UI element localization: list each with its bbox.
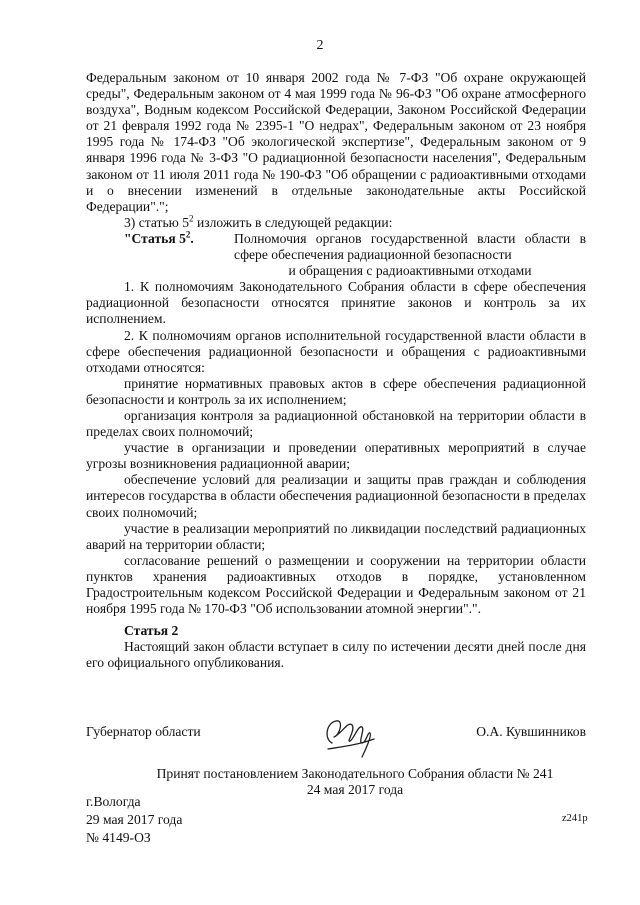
- list-item: участие в реализации мероприятий по ликвидации последствий радиационных аварий на территории области;: [86, 520, 586, 552]
- footer-law-number: № 4149-ОЗ: [86, 830, 151, 845]
- article-label-dot: .: [190, 230, 194, 246]
- article-title-line-2: и обращения с радиоактивными отходами: [288, 263, 532, 279]
- list-item: организация контроля за радиационной обстановкой на территории области в пределах своих полномочий;: [86, 407, 586, 440]
- list-item: принятие нормативных правовых актов в сфере обеспечения радиационной безопасности и контроль за их исполнением;: [86, 375, 586, 407]
- adoption-note: [130, 766, 580, 798]
- article-title: [234, 231, 586, 279]
- document-code: z241р: [562, 813, 588, 824]
- governor-title: Губернатор области: [86, 724, 201, 739]
- page-number: 2: [316, 38, 324, 53]
- handwritten-signature: [318, 713, 380, 761]
- article-2-text: Настоящий закон области вступает в силу по истечении десяти дней после дня его официального опубликования.: [86, 639, 586, 671]
- list-item: участие в организации и проведении оперативных мероприятий в случае угрозы возникновения радиационной аварии;: [86, 440, 586, 472]
- footer-block: [86, 793, 182, 847]
- document-body: [86, 70, 586, 671]
- article-2-heading: Статья 2: [124, 623, 179, 639]
- article-label-superscript: 2: [185, 229, 191, 240]
- governor-name: О.А. Кувшинников: [476, 724, 586, 739]
- item-3-text: 3) статью 5: [124, 214, 190, 230]
- item-3-text-end: изложить в следующей редакции:: [193, 214, 393, 230]
- footer-city: г.Вологда: [86, 794, 141, 809]
- list-item: согласование решений о размещении и сооружении на территории области пунктов хранения радиоактивных отходов в порядке, установленном Градостроительным кодексом Российской Федерации и Федеральным законом от 21 ноября 1995 года № 170-ФЗ "Об использовании атомной энергии".".: [86, 552, 586, 617]
- powers-list: [86, 376, 586, 617]
- paragraph-1: 1. К полномочиям Законодательного Собрания области в сфере обеспечения радиационной безопасности относятся принятие законов и контроль за их исполнением.: [86, 279, 586, 327]
- adoption-date: 24 мая 2017 года: [306, 782, 404, 797]
- article-5-2-heading: [86, 231, 586, 279]
- item-3-superscript: 2: [189, 213, 194, 224]
- adoption-line-1: Принят постановлением Законодательного Собрания области № 241: [156, 766, 554, 781]
- list-item: обеспечение условий для реализации и защиты прав граждан и соблюдения интересов государства в области обеспечения радиационной безопасности в пределах своих полномочий;: [86, 472, 586, 520]
- footer-date: 29 мая 2017 года: [86, 812, 183, 827]
- item-3: [86, 215, 586, 231]
- article-title-line-1: Полномочия органов государственной власти области в сфере обеспечения радиационной безопасности: [234, 230, 586, 263]
- continuation-paragraph: Федеральным законом от 10 января 2002 года № 7-ФЗ "Об охране окружающей среды", Федеральным законом от 4 мая 1999 года № 96-ФЗ "Об охране атмосферного воздуха", Водным кодексом Российской Федерации, Законом Российской Федерации от 21 февраля 1992 года № 2395-1 "О недрах", Федеральным законом от 23 ноября 1995 года № 174-ФЗ "Об экологической экспертизе", Федеральным законом от 9 января 1996 года № 3-ФЗ "О радиационной безопасности населения", Федеральным законом от 11 июля 2011 года № 190-ФЗ "Об обращении с радиоактивными отходами и о внесении изменений в отдельные законодательные акты Российской Федерации".";: [86, 70, 586, 214]
- article-label-text: "Статья 5: [124, 230, 186, 246]
- article-label: [124, 231, 234, 279]
- paragraph-2: 2. К полномочиям органов исполнительной государственной власти области в сфере обеспечения радиационной безопасности и обращения с радиоактивными отходами относятся:: [86, 327, 586, 375]
